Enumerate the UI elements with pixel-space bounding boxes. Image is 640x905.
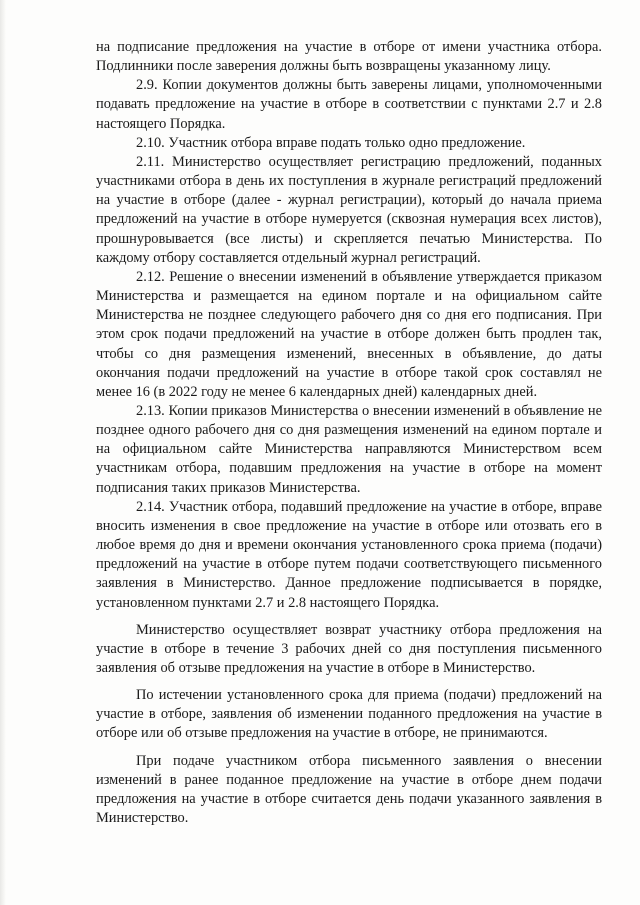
paragraph-2-11: 2.11. Министерство осуществляет регистрацию предложений, поданных участниками отбора в день их поступления в журнале регистраций предложений на участие в отборе (далее - журнал регистрации), который до начала приема предложений на участие в отборе нумеруется (сквозная нумерация всех листов), прошнуровывается (все листы) и скрепляется печатью Министерства. По каждому отбору составляется отдельный журнал регистраций. (96, 153, 602, 266)
scan-edge (0, 0, 6, 905)
paragraph-2-12: 2.12. Решение о внесении изменений в объявление утверждается приказом Министерства и размещается на едином портале и на официальном сайте Министерства не позднее следующего рабочего дня со дня его подписания. При этом срок подачи предложений на участие в отборе должен быть продлен так, чтобы со дня размещения изменений, внесенных в объявление, до даты окончания подачи предложений на участие в отборе такой срок составлял не менее 16 (в 2022 году не менее 6 календарных дней) календарных дней. (96, 268, 602, 400)
paragraph-change-submission-date: При подаче участником отбора письменного заявления о внесении изменений в ранее поданное предложение на участие в отборе днем подачи предложения на участие в отборе считается день подачи указанного заявления в Министерство. (96, 752, 602, 827)
paragraph-2-13: 2.13. Копии приказов Министерства о внесении изменений в объявление не позднее одного рабочего дня со дня размещения изменений на едином портале и на официальном сайте Министерства направляются Министерством всем участникам отбора, подавшим предложения на участие в отборе на момент подписания таких приказов Министерства. (96, 402, 602, 496)
paragraph-deadline-expiry: По истечении установленного срока для приема (подачи) предложений на участие в отборе, заявления об изменении поданного предложения на участие в отборе или об отзыве предложения на участие в отборе, не принимаются. (96, 687, 602, 742)
paragraph-2-14: 2.14. Участник отбора, подавший предложение на участие в отборе, вправе вносить изменения в свое предложение на участие в отборе или отозвать его в любое время до дня и времени окончания установленного срока приема (подачи) предложений на участие в отборе путем подачи соответствующего письменного заявления в Министерство. Данное предложение подписывается в порядке, установленном пунктами 2.7 и 2.8 настоящего Порядка. (96, 498, 602, 611)
paragraph-continuation: на подписание предложения на участие в отборе от имени участника отбора. Подлинники после заверения должны быть возвращены указанному лицу. (96, 39, 602, 75)
document-body (96, 38, 602, 828)
paragraph-2-9: 2.9. Копии документов должны быть заверены лицами, уполномоченными подавать предложение на участие в отборе в соответствии с пунктами 2.7 и 2.8 настоящего Порядка. (96, 77, 602, 132)
paragraph-return-of-proposal: Министерство осуществляет возврат участнику отбора предложения на участие в отборе в течение 3 рабочих дней со дня поступления письменного заявления об отзыве предложения на участие в отборе в Министерство. (96, 621, 602, 676)
paragraph-2-10: 2.10. Участник отбора вправе подать только одно предложение. (136, 134, 526, 151)
